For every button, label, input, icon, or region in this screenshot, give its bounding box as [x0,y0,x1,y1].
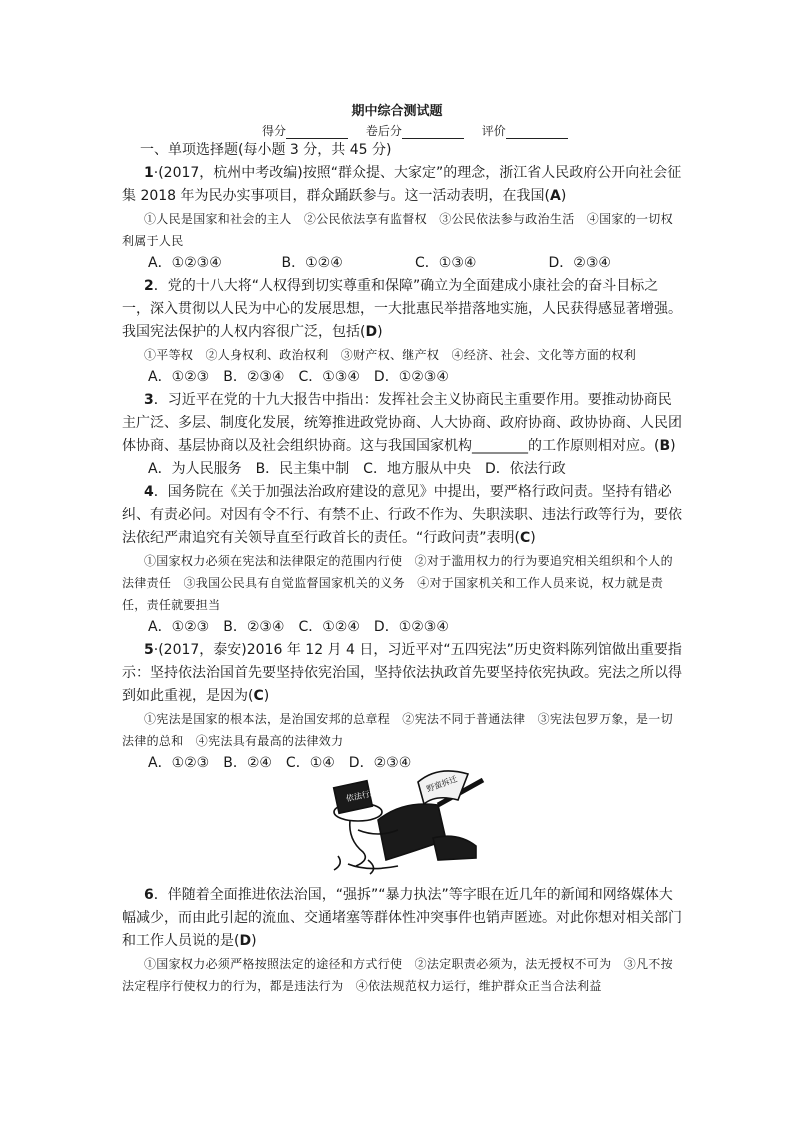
choice-a[interactable]: A．①②③④ [148,255,222,271]
score-blank[interactable] [286,126,348,139]
motion-lines-shape [334,856,374,874]
boot-shape [433,836,476,860]
evaluation-blank[interactable] [506,126,568,139]
question-stem: ．伴随着全面推进依法治国，“强拆”“暴力执法”等字眼在近几年的新闻和网络媒体大幅减少，而由此引起的流血、交通堵塞等群体性冲突事件也销声匿迹。对此你想对相关部门和工作人员说的是( [122,887,682,949]
page-title: 期中综合测试题 [351,104,443,119]
label-left: 依法行政 [345,787,379,804]
question-number: 6 [144,887,154,903]
choice-c[interactable]: C．①③④ [415,255,477,271]
question-5-choices[interactable]: A．①②③ B．②④ C．①④ D．②③④ [148,755,412,771]
question-2: 2．党的十八大将“人权得到切实尊重和保障”确立为全面建成小康社会的奋斗目标之一，深入贯彻以人民为中心的发展思想，一大批惠民举措落地实施，人民获得感显著增强。我国宪法保护的人权内容很广泛，包括(D) [122,278,682,340]
section-heading: 一、单项选择题(每小题 3 分，共 45 分) [140,142,392,158]
answer-letter: D [239,933,252,949]
questions-upper [122,139,682,775]
question-2-choices[interactable]: A．①②③ B．②③④ C．①③④ D．①②③④ [148,369,449,385]
question-4: 4．国务院在《关于加强法治政府建设的意见》中提出，要严格行政问责。坚持有错必纠、有责必问。对因有令不行、有禁不止、行政不作为、失职渎职、违法行政等行为，要依法依纪严肃追究有关领导直至行政首长的责任。“行政问责”表明(C) [122,484,682,546]
cartoon-illustration [308,760,508,878]
question-2-statements: ①平等权 ②人身权利、政治权利 ③财产权、继产权 ④经济、社会、文化等方面的权利 [144,348,637,362]
questions-lower [122,884,682,997]
question-number: 1 [144,165,154,181]
figure-body-shape [350,820,366,866]
question-stem: ．国务院在《关于加强法治政府建设的意见》中提出，要严格行政问责。坚持有错必纠、有责必问。对因有令不行、有禁不止、行政不作为、失职渎职、违法行政等行为，要依法依纪严肃追究有关领导直至行政首长的责任。“行政问责”表明( [122,484,682,546]
question-1-statements: ①人民是国家和社会的主人 ②公民依法享有监督权 ③公民依法参与政治生活 ④国家的一切权利属于人民 [122,212,673,248]
choice-b[interactable]: B．①②④ [281,255,343,271]
question-stem: ．习近平在党的十九大报告中指出：发挥社会主义协商民主重要作用。要推动协商民主广泛、多层、制度化发展，统筹推进政党协商、人大协商、政府协商、政协协商、人民团体协商、基层协商以及社会组织协商。这与我国国家机构________的工作原则相对应。( [122,392,682,454]
question-3-choices[interactable]: A．为人民服务 B．民主集中制 C．地方服从中央 D．依法行政 [148,461,566,477]
question-stem: ·(2017，杭州中考改编)按照“群众提、大家定”的理念，浙江省人民政府公开向社会征集 2018 年为民办实事项目，群众踊跃参与。这一活动表明，在我国( [122,165,682,204]
question-6-statements: ①国家权力必须严格按照法定的途径和方式行使 ②法定职责必须为，法无授权不可为 ③凡不按法定程序行使权力的行为，都是违法行为 ④依法规范权力运行，维护群众正当合法利益 [122,957,673,993]
answer-letter: A [550,188,561,204]
evaluation-label: 评价 [481,124,506,138]
answer-letter: C [253,688,264,704]
choice-d[interactable]: D．②③④ [548,255,611,271]
final-score-label: 卷后分 [365,124,402,138]
question-stem: ．党的十八大将“人权得到切实尊重和保障”确立为全面建成小康社会的奋斗目标之一，深入贯彻以人民为中心的发展思想，一大批惠民举措落地实施，人民获得感显著增强。我国宪法保护的人权内容很广泛，包括( [122,278,682,340]
answer-letter: D [365,324,378,340]
question-1: 1·(2017，杭州中考改编)按照“群众提、大家定”的理念，浙江省人民政府公开向社会征集 2018 年为民办实事项目，群众踊跃参与。这一活动表明，在我国(A) [122,165,682,204]
question-number: 3 [144,392,154,408]
answer-letter: C [519,530,531,546]
question-number: 4 [144,484,154,500]
question-6: 6．伴随着全面推进依法治国，“强拆”“暴力执法”等字眼在近几年的新闻和网络媒体大幅减少，而由此引起的流血、交通堵塞等群体性冲突事件也销声匿迹。对此你想对相关部门和工作人员说的是(D) [122,887,682,949]
question-5: 5·(2017，泰安)2016 年 12 月 4 日，习近平对“五四宪法”历史资料陈列馆做出重要指示：坚持依法治国首先要坚持依宪治国，坚持依法执政首先要坚持依宪执政。宪法之所以得到如此重视，是因为(C) [122,642,682,704]
score-bar [262,122,582,139]
question-stem: ·(2017，泰安)2016 年 12 月 4 日，习近平对“五四宪法”历史资料陈列馆做出重要指示：坚持依法治国首先要坚持依宪治国，坚持依法执政首先要坚持依宪执政。宪法之所以得到如此重视，是因为( [122,642,682,704]
answer-letter: B [659,438,671,454]
question-number: 2 [144,278,154,294]
question-1-choices [122,252,682,275]
label-right: 野蛮拆迁 [425,774,459,794]
question-4-choices[interactable]: A．①②③ B．②③④ C．①②④ D．①②③④ [148,619,449,635]
question-3: 3．习近平在党的十九大报告中指出：发挥社会主义协商民主重要作用。要推动协商民主广泛、多层、制度化发展，统筹推进政党协商、人大协商、政府协商、政协协商、人民团体协商、基层协商以及社会组织协商。这与我国国家机构________的工作原则相对应。(B) [122,392,682,454]
question-4-statements: ①国家权力必须在宪法和法律限定的范围内行使 ②对于滥用权力的行为要追究相关组织和个人的法律责任 ③我国公民具有自觉监督国家机关的义务 ④对于国家机关和工作人员来说，权力就是责任，责任就要担当 [122,554,673,612]
question-number: 5 [144,642,154,658]
final-score-blank[interactable] [402,126,464,139]
question-5-statements: ①宪法是国家的根本法，是治国安邦的总章程 ②宪法不同于普通法律 ③宪法包罗万象，是一切法律的总和 ④宪法具有最高的法律效力 [122,712,673,748]
score-label: 得分 [262,124,287,138]
